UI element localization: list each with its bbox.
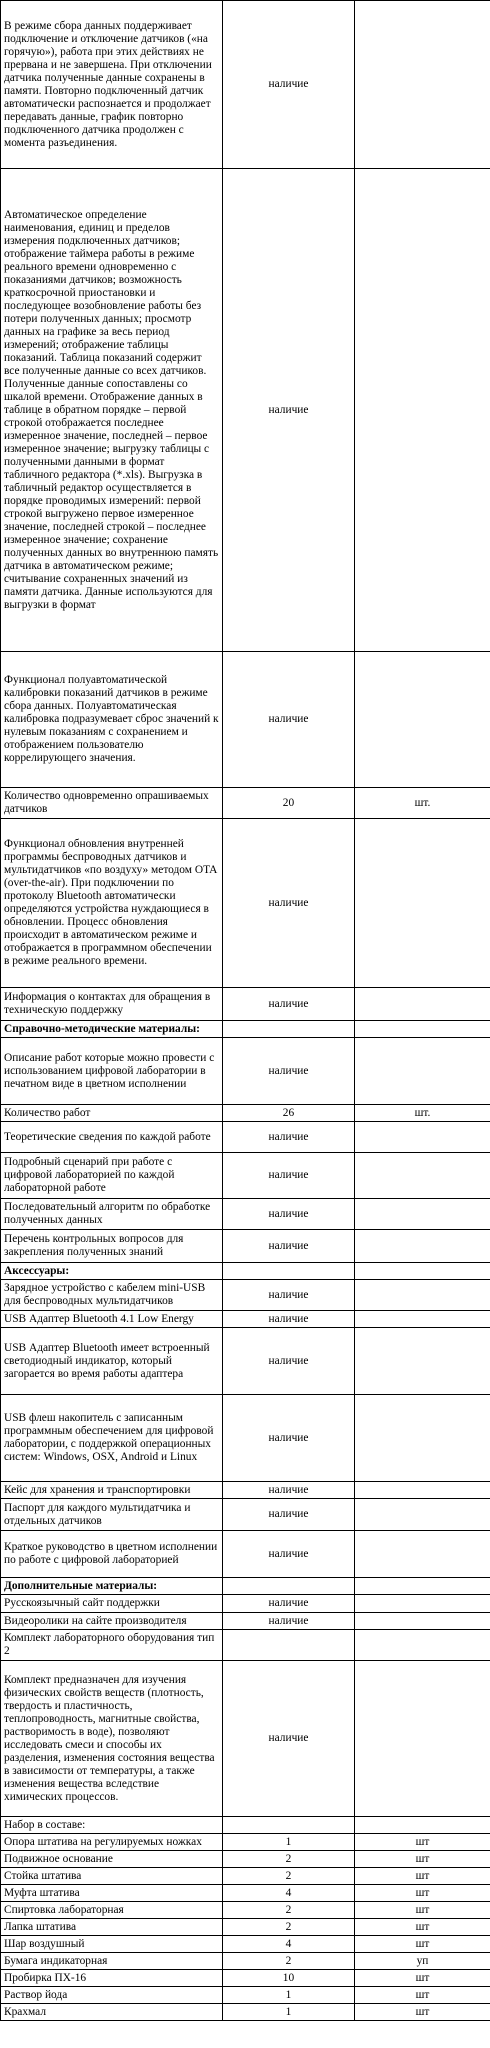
row-value: 2 [223, 1851, 355, 1868]
description-text: Русскоязычный сайт поддержки [4, 1597, 160, 1609]
row-value: наличие [223, 1595, 355, 1613]
description-text: Набор в составе: [4, 1818, 86, 1831]
row-value: наличие [223, 1395, 355, 1482]
description-text: USB Адаптер Bluetooth имеет встроенный светодиодный индикатор, который загорается во время работы адаптера [4, 1341, 210, 1380]
row-value: наличие [223, 1199, 355, 1230]
row-value: 26 [223, 1105, 355, 1122]
row-value [223, 1817, 355, 1834]
row-value: наличие [223, 1122, 355, 1153]
description-text: Последовательный алгоритм по обработке полученных данных [4, 1201, 211, 1226]
description-text: Комплект лабораторного оборудования тип 2 [4, 1632, 215, 1657]
row-unit [355, 1122, 490, 1153]
description-text: Стойка штатива [4, 1869, 82, 1882]
row-value [223, 1578, 355, 1595]
table-row [1, 652, 490, 788]
table-row [1, 1868, 490, 1885]
table-row [1, 1531, 490, 1578]
row-unit: шт [355, 1885, 490, 1902]
row-unit [355, 1280, 490, 1311]
description-text: Муфта штатива [4, 1886, 80, 1899]
row-value: 2 [223, 1868, 355, 1885]
row-value: 2 [223, 1919, 355, 1936]
row-unit [355, 1263, 490, 1280]
row-unit [355, 1038, 490, 1105]
row-value [223, 1021, 355, 1038]
row-description [1, 988, 223, 1021]
row-description [1, 1153, 223, 1199]
row-description [1, 1499, 223, 1531]
row-description [1, 652, 223, 788]
description-text: Шар воздушный [4, 1937, 85, 1950]
row-value: 1 [223, 2004, 355, 2021]
row-unit: шт. [355, 788, 490, 819]
description-text: Спиртовка лабораторная [4, 1903, 124, 1916]
row-unit: шт [355, 1919, 490, 1936]
row-value: наличие [223, 169, 355, 652]
description-text: Перечень контрольных вопросов для закрепления полученных знаний [4, 1233, 184, 1258]
row-description [1, 1868, 223, 1885]
row-value: наличие [223, 1038, 355, 1105]
row-description [1, 1902, 223, 1919]
section-header-row [1, 1021, 490, 1038]
row-unit: шт [355, 1834, 490, 1851]
table-row [1, 1953, 490, 1970]
row-description [1, 1834, 223, 1851]
row-value: 4 [223, 1936, 355, 1953]
row-value: наличие [223, 988, 355, 1021]
description-text: Функционал обновления внутренней программы беспроводных датчиков и мультидатчиков «по воздуху» методом OTA (over-the-air). При подключении по протоколу Bluetooth автоматически определяются устройства нуждающиеся в обновлении. Процесс обновления происходит в автоматическом режиме и отображается в программном обеспечении в режиме реального времени. [4, 838, 217, 967]
table-row [1, 988, 490, 1021]
table-row [1, 1, 490, 169]
row-description [1, 1482, 223, 1499]
row-unit: шт [355, 1970, 490, 1987]
table-row [1, 169, 490, 652]
row-unit [355, 988, 490, 1021]
table-row [1, 1987, 490, 2004]
row-description [1, 1105, 223, 1122]
description-text: Опора штатива на регулируемых ножках [4, 1835, 202, 1848]
row-unit: уп [355, 1953, 490, 1970]
table-row [1, 1395, 490, 1482]
row-description [1, 1987, 223, 2004]
row-unit: шт [355, 1851, 490, 1868]
row-value [223, 1263, 355, 1280]
row-unit: шт. [355, 1105, 490, 1122]
table-row [1, 1230, 490, 1263]
row-value: наличие [223, 1499, 355, 1531]
row-value: 4 [223, 1885, 355, 1902]
row-value: наличие [223, 652, 355, 788]
table-row [1, 1970, 490, 1987]
row-unit [355, 1395, 490, 1482]
table-row [1, 1499, 490, 1531]
row-value: 20 [223, 788, 355, 819]
row-value: наличие [223, 1, 355, 169]
section-header-row [1, 1578, 490, 1595]
table-row [1, 1630, 490, 1661]
row-unit [355, 169, 490, 652]
table-row [1, 1661, 490, 1817]
row-value: 10 [223, 1970, 355, 1987]
row-description [1, 1395, 223, 1482]
row-unit [355, 1499, 490, 1531]
description-text: Зарядное устройство с кабелем mini-USB для беспроводных мультидатчиков [4, 1282, 206, 1307]
row-value [223, 1630, 355, 1661]
row-description [1, 1531, 223, 1578]
row-value: наличие [223, 819, 355, 988]
table-row [1, 1038, 490, 1105]
row-description [1, 1311, 223, 1328]
description-text: Бумага индикаторная [4, 1954, 108, 1967]
row-unit: шт [355, 1987, 490, 2004]
row-description [1, 1122, 223, 1153]
row-unit [355, 1531, 490, 1578]
row-description [1, 819, 223, 988]
row-value: наличие [223, 1613, 355, 1630]
row-value: 2 [223, 1902, 355, 1919]
row-value: наличие [223, 1328, 355, 1395]
row-description [1, 1885, 223, 1902]
row-description [1, 1328, 223, 1395]
row-description [1, 1613, 223, 1630]
table-row [1, 1936, 490, 1953]
table-row [1, 1153, 490, 1199]
description-text: Справочно-методические материалы: [4, 1022, 200, 1035]
row-value: наличие [223, 1311, 355, 1328]
row-unit [355, 1328, 490, 1395]
row-unit [355, 1661, 490, 1817]
description-text: Количество одновременно опрашиваемых датчиков [4, 790, 209, 815]
description-text: Теоретические сведения по каждой работе [4, 1130, 211, 1143]
table-row [1, 1613, 490, 1630]
section-header-row [1, 1263, 490, 1280]
table-row [1, 1280, 490, 1311]
description-text: Пробирка ПХ-16 [4, 1971, 87, 1984]
row-unit [355, 1199, 490, 1230]
table-row [1, 1199, 490, 1230]
description-text: Описание работ которые можно провести с использованием цифровой лаборатории в печатном виде в цветном исполнении [4, 1051, 215, 1090]
row-description [1, 1817, 223, 1834]
table-row [1, 1122, 490, 1153]
description-text: Кейс для хранения и транспортировки [4, 1483, 191, 1496]
row-description [1, 1851, 223, 1868]
row-value: 1 [223, 1834, 355, 1851]
row-description [1, 1199, 223, 1230]
section-title [1, 1263, 223, 1280]
table-row [1, 1885, 490, 1902]
row-value: 1 [223, 1987, 355, 2004]
table-row [1, 1919, 490, 1936]
row-unit [355, 1613, 490, 1630]
row-unit [355, 1, 490, 169]
row-unit: шт [355, 1868, 490, 1885]
row-unit [355, 1153, 490, 1199]
description-text: Паспорт для каждого мультидатчика и отдельных датчиков [4, 1501, 191, 1527]
row-unit [355, 652, 490, 788]
row-unit [355, 1578, 490, 1595]
table-row [1, 1595, 490, 1613]
row-value: наличие [223, 1230, 355, 1263]
row-description [1, 2004, 223, 2021]
row-value: 2 [223, 1953, 355, 1970]
description-text: Раствор йода [4, 1988, 68, 2001]
row-description [1, 1970, 223, 1987]
row-description [1, 1936, 223, 1953]
row-value: наличие [223, 1661, 355, 1817]
description-text: В режиме сбора данных поддерживает подключение и отключение датчиков («на горячую»), работа при этих действиях не прервана и не завершена. При отключении датчика полученные данные сохранены в памяти. Повторно подключенный датчик автоматически распознается и продолжает передавать данные, график повторно подключенного датчика продолжен с момента разъединения. [4, 19, 212, 149]
description-text: Количество работ [4, 1106, 91, 1119]
table-row [1, 1902, 490, 1919]
row-description [1, 1953, 223, 1970]
table-row [1, 1311, 490, 1328]
description-text: Комплект предназначен для изучения физических свойств веществ (плотность, твердость и пластичность, теплопроводность, магнитные свойства, растворимость в воде), позволяют исследовать смеси и способы их разделения, изменения состояния вещества в зависимости от температуры, а также изменения вещества вследствие химических процессов. [4, 1673, 215, 1803]
row-description [1, 1919, 223, 1936]
description-text: Видеоролики на сайте производителя [4, 1614, 187, 1627]
description-text: Крахмал [4, 2005, 47, 2018]
row-value: наличие [223, 1280, 355, 1311]
row-unit [355, 1021, 490, 1038]
row-description [1, 1230, 223, 1263]
row-description [1, 169, 223, 652]
row-unit [355, 1230, 490, 1263]
description-text: Подробный сценарий при работе с цифровой лабораторией по каждой лабораторной работе [4, 1156, 175, 1194]
table-row [1, 1834, 490, 1851]
description-text: Краткое руководство в цветном исполнении по работе с цифровой лабораторией [4, 1541, 218, 1566]
row-unit [355, 819, 490, 988]
row-unit: шт [355, 2004, 490, 2021]
description-text: Функционал полуавтоматической калибровки показаний датчиков в режиме сбора данных. Полуавтоматическая калибровка подразумевает сброс значений к нулевым показаниям с сохранением и отображением пользователю коррелирующего значения. [4, 674, 219, 764]
row-description [1, 788, 223, 819]
row-description [1, 1280, 223, 1311]
row-description [1, 1630, 223, 1661]
row-unit [355, 1817, 490, 1834]
table-row [1, 819, 490, 988]
description-text: Лапка штатива [4, 1920, 76, 1933]
row-value: наличие [223, 1153, 355, 1199]
row-value: наличие [223, 1482, 355, 1499]
row-description [1, 1595, 223, 1613]
row-unit [355, 1482, 490, 1499]
table-row [1, 788, 490, 819]
table-row [1, 1105, 490, 1122]
table-row [1, 1817, 490, 1834]
description-text: Информация о контактах для обращения в техническую поддержку [4, 991, 211, 1016]
specification-table-body [1, 1, 490, 2021]
description-text: USB флеш накопитель с записанным программным обеспечением для цифровой лаборатории, с поддержкой операционных систем: Windows, OSX, Android и Linux [4, 1412, 214, 1463]
description-text: Автоматическое определение наименования, единиц и пределов измерения подключенных датчиков; отображение таймера работы в режиме реального времени одновременно с показаниями датчиков; возможность краткосрочной приостановки и последующее возобновление работы без потери полученных данных; просмотр данных на графике за весь период измерений; отображение таблицы показаний. Таблица показаний содержит все полученные данные со всех датчиков. Полученные данные сопоставлены со шкалой времени. Отображение данных в таблице в обратном порядке – первой строкой отображается последнее измеренное значение, последней – первое измеренное значение; выгрузку таблицы с полученными данными в формат табличного редактора (*.xls). Выгрузка в табличный редактор осуществляется в порядке проводимых измерений: первой строкой выгружено первое измеренное значение, последней строкой – последнее измеренное значение; сохранение полученных данных во внутреннюю память датчика в автоматическом режиме; считывание сохраненных значений из памяти датчика. Данные используются для выгрузки в формат [4, 208, 219, 611]
description-text: Аксессуары: [4, 1264, 70, 1277]
table-row [1, 1482, 490, 1499]
row-unit [355, 1311, 490, 1328]
row-unit [355, 1630, 490, 1661]
section-title [1, 1578, 223, 1595]
description-text: USB Адаптер Bluetooth 4.1 Low Energy [4, 1312, 194, 1325]
table-row [1, 1851, 490, 1868]
description-text: Подвижное основание [4, 1852, 113, 1865]
row-unit: шт [355, 1902, 490, 1919]
table-row [1, 2004, 490, 2021]
row-unit [355, 1595, 490, 1613]
section-title [1, 1021, 223, 1038]
row-description [1, 1661, 223, 1817]
table-row [1, 1328, 490, 1395]
row-description [1, 1038, 223, 1105]
description-text: Дополнительные материалы: [4, 1579, 158, 1592]
row-unit: шт [355, 1936, 490, 1953]
row-value: наличие [223, 1531, 355, 1578]
row-description [1, 1, 223, 169]
